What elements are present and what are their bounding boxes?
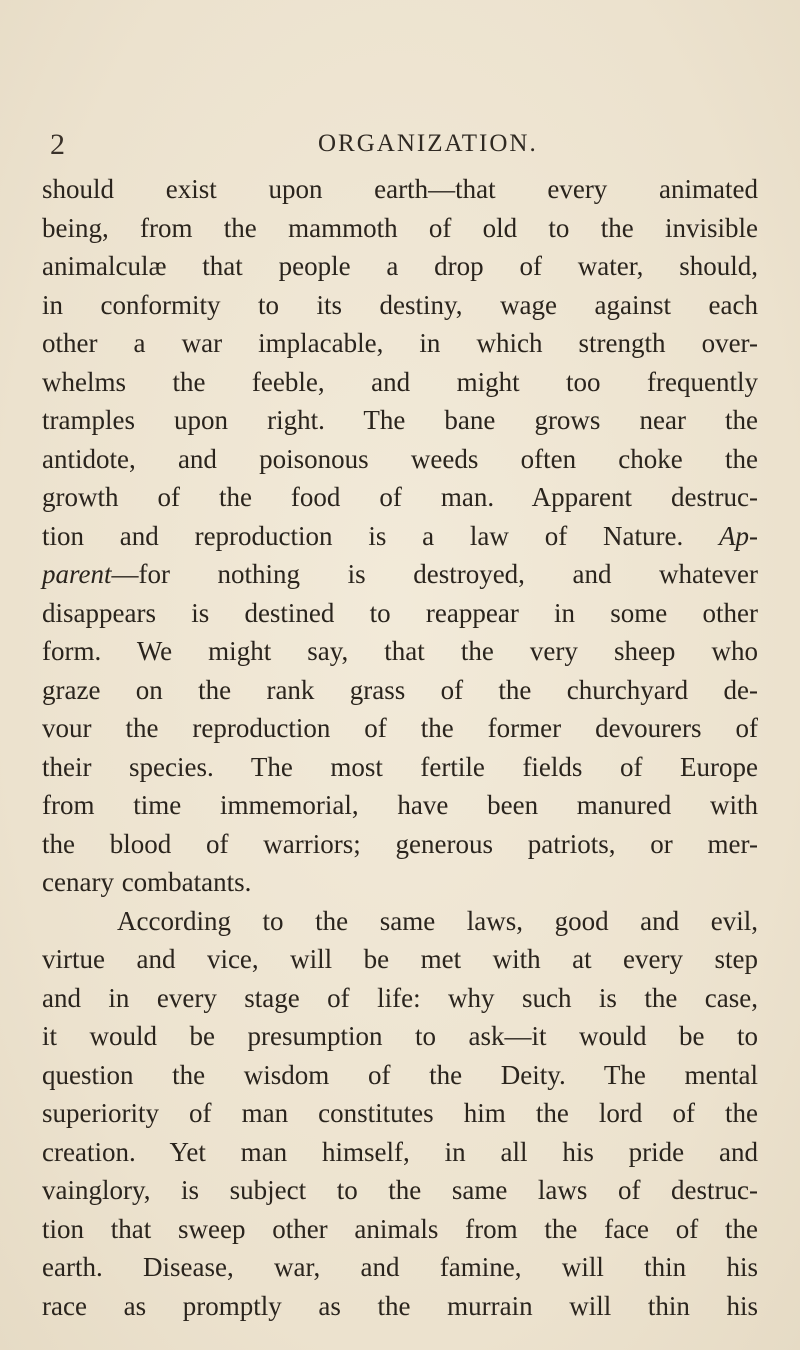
text-line: in conformity to its destiny, wage against each bbox=[42, 289, 758, 320]
text-line: antidote, and poisonous weeds often choke the bbox=[42, 443, 758, 474]
paragraph-2 bbox=[42, 902, 758, 1326]
text-line: other a war implacable, in which strength over- bbox=[42, 328, 758, 358]
text-line: from time immemorial, have been manured with bbox=[42, 790, 758, 820]
text-line: growth of the food of man. Apparent destruc- bbox=[42, 482, 758, 512]
text-line: According to the same laws, good and evil, bbox=[117, 905, 758, 936]
text-line: whelms the feeble, and might too frequently bbox=[42, 366, 758, 397]
text-line: graze on the rank grass of the churchyard de- bbox=[42, 674, 758, 705]
text-line: cenary combatants. bbox=[42, 867, 252, 897]
page-header bbox=[0, 128, 800, 168]
italic-word: parent bbox=[42, 559, 112, 589]
text-line: and in every stage of life: why such is the case, bbox=[42, 982, 758, 1013]
page-number: 2 bbox=[50, 128, 65, 161]
paragraph-1 bbox=[42, 170, 758, 902]
text-line-with-italic bbox=[42, 517, 758, 556]
text-line: it would be presumption to ask—it would be to bbox=[42, 1021, 758, 1051]
text-line: their species. The most fertile fields of Europe bbox=[42, 751, 758, 782]
text-line: vour the reproduction of the former devourers of bbox=[42, 713, 758, 743]
text-line: animalculæ that people a drop of water, should, bbox=[42, 251, 758, 281]
text-line-with-italic bbox=[42, 555, 758, 594]
text-line: virtue and vice, will be met with at every step bbox=[42, 944, 758, 974]
text-line: disappears is destined to reappear in some other bbox=[42, 597, 758, 628]
text-line: the blood of warriors; generous patriots, or mer- bbox=[42, 828, 758, 859]
text-line: earth. Disease, war, and famine, will thin his bbox=[42, 1252, 758, 1282]
running-head: ORGANIZATION. bbox=[318, 130, 538, 157]
text-line: form. We might say, that the very sheep who bbox=[42, 636, 758, 666]
text-line: should exist upon earth—that every animated bbox=[42, 174, 758, 204]
text-line: creation. Yet man himself, in all his pride and bbox=[42, 1136, 758, 1167]
body-text bbox=[42, 170, 758, 1325]
text-line: question the wisdom of the Deity. The mental bbox=[42, 1059, 758, 1090]
text-segment: tion and reproduction is a law of Nature. bbox=[42, 520, 684, 551]
text-line: tramples upon right. The bane grows near the bbox=[42, 405, 758, 435]
text-line: superiority of man constitutes him the lord of the bbox=[42, 1098, 758, 1128]
text-line: being, from the mammoth of old to the invisible bbox=[42, 212, 758, 243]
italic-word: Ap- bbox=[719, 520, 759, 551]
text-segment: —for nothing is destroyed, and whatever bbox=[111, 559, 758, 589]
text-line: race as promptly as the murrain will thin his bbox=[42, 1290, 758, 1321]
text-line: tion that sweep other animals from the face of the bbox=[42, 1213, 758, 1244]
text-line: vainglory, is subject to the same laws of destruc- bbox=[42, 1175, 758, 1205]
